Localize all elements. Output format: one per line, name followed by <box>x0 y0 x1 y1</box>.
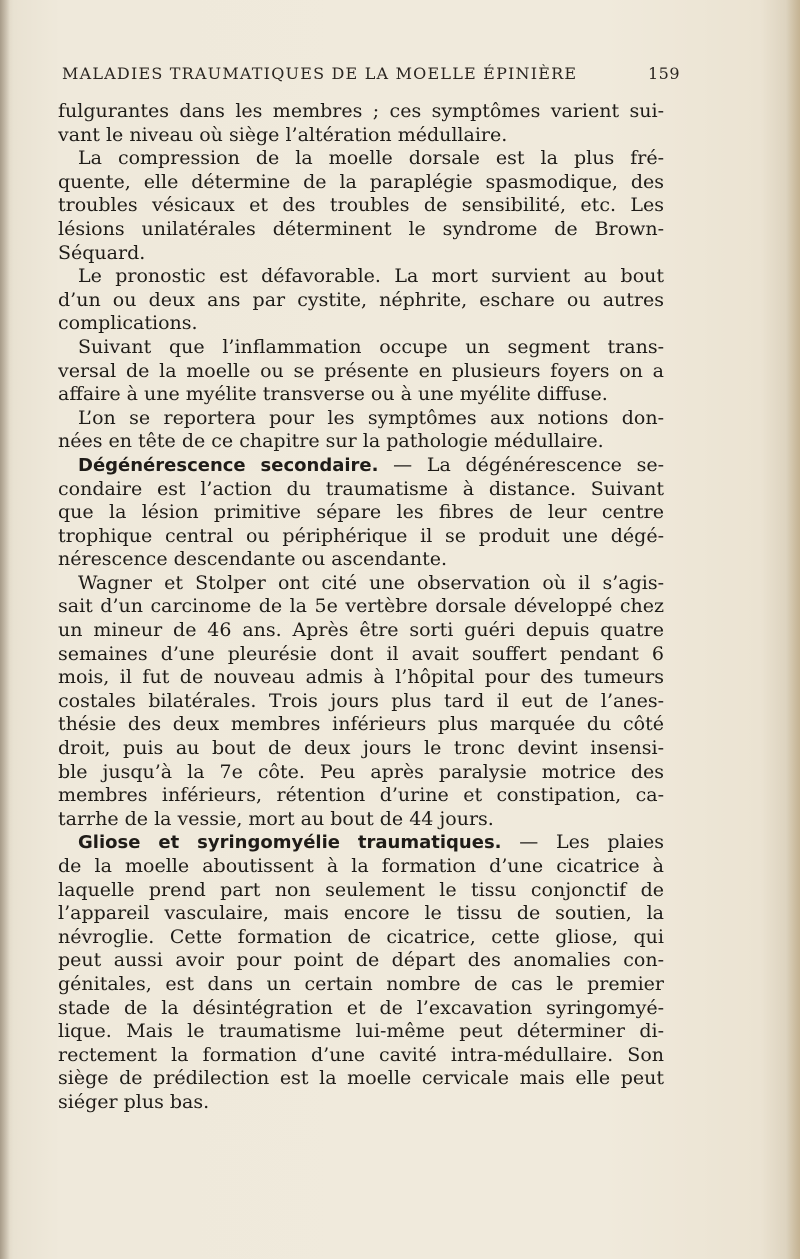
line-text: nées en tête de ce chapitre sur la pathologie médullaire. <box>58 430 604 453</box>
text-line <box>58 737 664 761</box>
line-text: — Les plaies <box>501 831 664 854</box>
line-text: de la moelle aboutissent à la formation d’une cicatrice à <box>58 855 664 877</box>
text-line <box>58 478 664 502</box>
line-text: d’un ou deux ans par cystite, néphrite, eschare ou autres <box>58 288 664 311</box>
line-text: sait d’un carcinome de la 5e vertèbre dorsale développé chez <box>58 595 664 618</box>
text-line <box>58 619 664 643</box>
line-text: un mineur de 46 ans. Après être sorti guéri depuis quatre <box>58 619 664 642</box>
text-line <box>58 1091 664 1115</box>
text-line <box>58 124 664 148</box>
line-text: semaines d’une pleurésie dont il avait souffert pendant 6 <box>58 642 664 665</box>
line-text: siéger plus bas. <box>58 1090 210 1113</box>
section-heading: Gliose et syringomyélie traumatiques. <box>78 832 502 854</box>
line-text: ble jusqu’à la 7e côte. Peu après paralysie motrice des <box>58 760 664 783</box>
line-text: L’on se reportera pour les symptômes aux notions don- <box>78 406 664 429</box>
text-line <box>58 501 664 525</box>
line-text: nérescence descendante ou ascendante. <box>58 548 448 571</box>
text-line <box>58 265 664 289</box>
line-text: lique. Mais le traumatisme lui-même peut déterminer di- <box>58 1020 664 1043</box>
text-line <box>58 218 664 242</box>
text-line <box>58 713 664 737</box>
text-line <box>58 831 664 855</box>
text-line <box>58 171 664 195</box>
text-line <box>58 902 664 926</box>
section-heading: Dégénérescence secondaire. <box>78 454 379 476</box>
line-text: génitales, est dans un certain nombre de cas le premier <box>58 972 664 995</box>
text-line <box>58 525 664 549</box>
text-line <box>58 926 664 950</box>
text-line <box>58 595 664 619</box>
page-gutter-shadow <box>0 0 10 1259</box>
text-line <box>58 666 664 690</box>
text-line <box>58 761 664 785</box>
line-text: laquelle prend part non seulement le tissu conjonctif de <box>58 878 664 901</box>
line-text: névroglie. Cette formation de cicatrice, cette gliose, qui <box>58 925 664 948</box>
body-text <box>58 100 664 1115</box>
text-line <box>58 1020 664 1044</box>
line-text: siège de prédilection est la moelle cervicale mais elle peut <box>58 1067 664 1090</box>
line-text: Le pronostic est défavorable. La mort survient au bout <box>78 265 664 288</box>
text-line <box>58 383 664 407</box>
text-line <box>58 784 664 808</box>
line-text: rectement la formation d’une cavité intra-médullaire. Son <box>58 1043 664 1066</box>
text-line <box>58 855 664 879</box>
line-text: La compression de la moelle dorsale est la plus fré- <box>78 147 664 170</box>
line-text: thésie des deux membres inférieurs plus marquée du côté <box>58 713 664 736</box>
line-text: quente, elle détermine de la paraplégie spasmodique, des <box>58 170 664 193</box>
text-line <box>58 454 664 478</box>
text-line <box>58 147 664 171</box>
text-line <box>58 949 664 973</box>
text-line <box>58 336 664 360</box>
text-line <box>58 808 664 832</box>
line-text: lésions unilatérales déterminent le syndrome de Brown- <box>58 217 664 240</box>
line-text: Séquard. <box>58 241 146 264</box>
line-text: mois, il fut de nouveau admis à l’hôpital pour des tumeurs <box>58 666 664 689</box>
line-text: vant le niveau où siège l’altération médullaire. <box>58 123 508 146</box>
text-line <box>58 1067 664 1091</box>
text-line <box>58 548 664 572</box>
text-line <box>58 100 664 124</box>
line-text: l’appareil vasculaire, mais encore le tissu de soutien, la <box>58 902 664 925</box>
line-text: que la lésion primitive sépare les fibres de leur centre <box>58 501 664 524</box>
text-line <box>58 997 664 1021</box>
line-text: droit, puis au bout de deux jours le tronc devint insensi- <box>58 737 664 760</box>
text-line <box>58 312 664 336</box>
text-line <box>58 643 664 667</box>
text-line <box>58 194 664 218</box>
page-edge-stain <box>786 0 800 1259</box>
text-line <box>58 289 664 313</box>
line-text: Wagner et Stolper ont cité une observation où il s’agis- <box>78 571 664 594</box>
line-text: fulgurantes dans les membres ; ces symptômes varient sui- <box>58 100 664 122</box>
text-line <box>58 242 664 266</box>
line-text: — La dégénérescence se- <box>378 453 664 476</box>
line-text: tarrhe de la vessie, mort au bout de 44 jours. <box>58 807 494 830</box>
text-line <box>58 879 664 903</box>
text-line <box>58 572 664 596</box>
text-line <box>58 430 664 454</box>
text-line <box>58 1044 664 1068</box>
page-number: 159 <box>647 64 680 83</box>
text-line <box>58 973 664 997</box>
line-text: peut aussi avoir pour point de départ des anomalies con- <box>58 949 664 972</box>
line-text: troubles vésicaux et des troubles de sensibilité, etc. Les <box>58 194 664 217</box>
line-text: membres inférieurs, rétention d’urine et constipation, ca- <box>58 784 664 807</box>
text-line <box>58 407 664 431</box>
line-text: stade de la désintégration et de l’excavation syringomyé- <box>58 996 664 1019</box>
running-title: MALADIES TRAUMATIQUES DE LA MOELLE ÉPINIÈRE <box>62 64 578 83</box>
line-text: versal de la moelle ou se présente en plusieurs foyers on a <box>58 359 664 382</box>
line-text: costales bilatérales. Trois jours plus tard il eut de l’anes- <box>58 689 664 712</box>
text-line <box>58 360 664 384</box>
line-text: complications. <box>58 312 198 335</box>
line-text: affaire à une myélite transverse ou à une myélite diffuse. <box>58 383 608 406</box>
line-text: Suivant que l’inflammation occupe un segment trans- <box>78 335 664 358</box>
text-line <box>58 690 664 714</box>
line-text: trophique central ou périphérique il se produit une dégé- <box>58 524 664 547</box>
line-text: condaire est l’action du traumatisme à distance. Suivant <box>58 477 664 500</box>
